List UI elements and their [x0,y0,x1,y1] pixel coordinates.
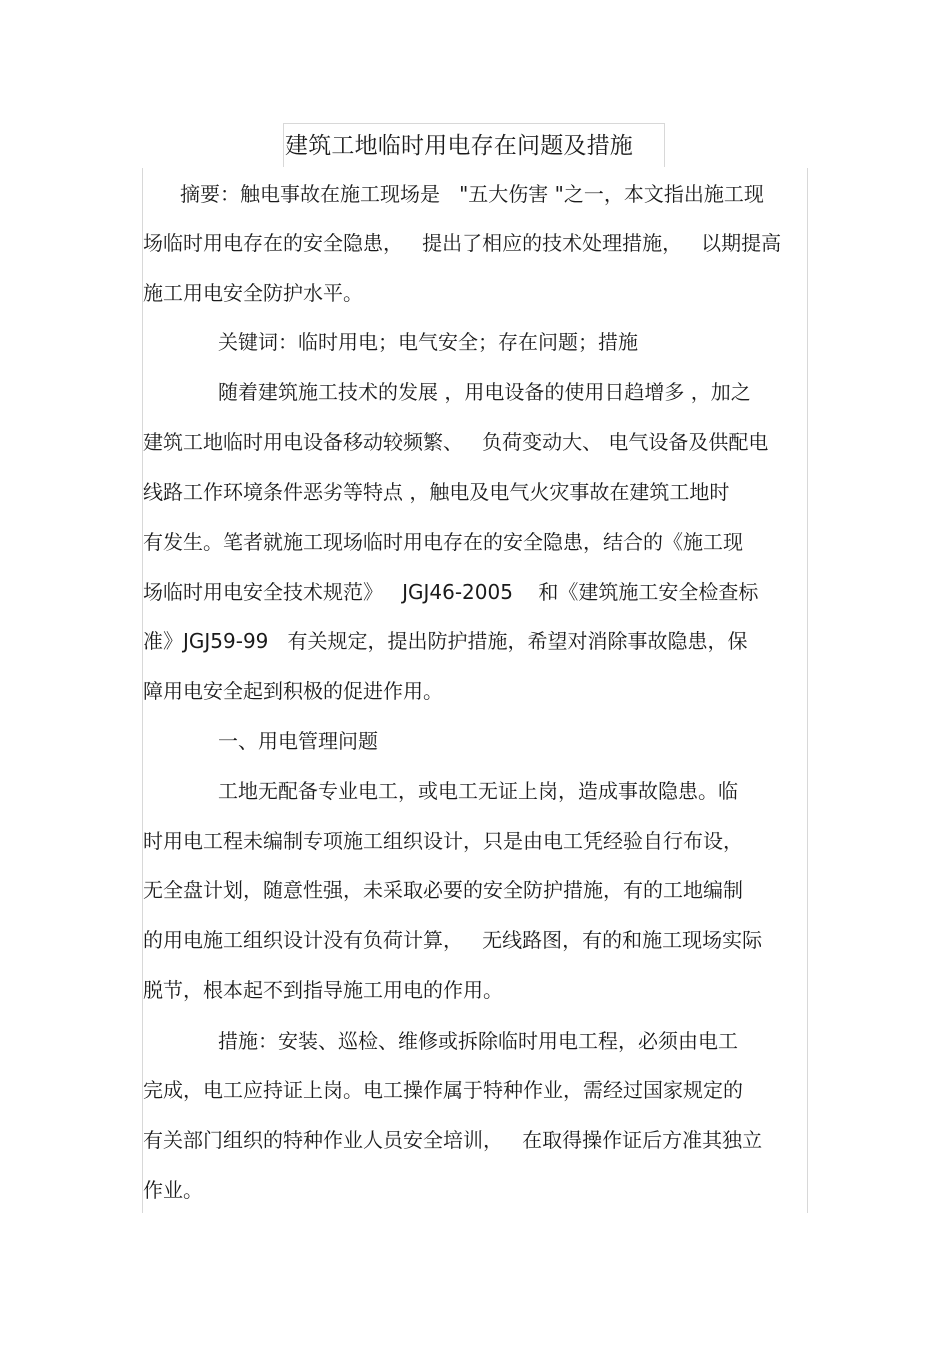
document-title: 建筑工地临时用电存在问题及措施 [285,133,633,159]
intro-line-6: 准》JGJ59-99 有关规定，提出防护措施，希望对消除事故隐患，保 [143,629,748,653]
abstract-line-3: 施工用电安全防护水平。 [143,281,363,305]
intro-line-4: 有发生。笔者就施工现场临时用电存在的安全隐患，结合的《施工现 [143,530,743,554]
measure-line-1: 措施：安装、巡检、维修或拆除临时用电工程，必须由电工 [218,1029,738,1053]
intro-line-7: 障用电安全起到积极的促进作用。 [143,679,443,703]
section1-line-5: 脱节，根本起不到指导施工用电的作用。 [143,978,503,1002]
section1-line-4: 的用电施工组织设计没有负荷计算， 无线路图，有的和施工现场实际 [143,928,763,952]
intro-line-3: 线路工作环境条件恶劣等特点 ，触电及电气火灾事故在建筑工地时 [143,480,730,504]
intro-line-2: 建筑工地临时用电设备移动较频繁、 负荷变动大、 电气设备及供配电 [143,430,769,454]
keywords-line: 关键词：临时用电；电气安全；存在问题；措施 [218,330,638,354]
section1-line-3: 无全盘计划，随意性强，未采取必要的安全防护措施，有的工地编制 [143,878,743,902]
measure-line-3: 有关部门组织的特种作业人员安全培训， 在取得操作证后方准其独立 [143,1128,763,1152]
section1-line-2: 时用电工程未编制专项施工组织设计，只是由电工凭经验自行布设， [143,829,743,853]
abstract-line-2: 场临时用电存在的安全隐患， 提出了相应的技术处理措施， 以期提高 [143,231,782,255]
section1-line-1: 工地无配备专业电工，或电工无证上岗，造成事故隐患。临 [218,779,738,803]
abstract-line-1: 摘要：触电事故在施工现场是 "五大伤害 "之一，本文指出施工现 [180,182,764,206]
measure-line-4: 作业。 [143,1178,203,1202]
measure-line-2: 完成，电工应持证上岗。电工操作属于特种作业，需经过国家规定的 [143,1078,743,1102]
intro-line-5: 场临时用电安全技术规范》 JGJ46-2005 和《建筑施工安全检查标 [143,580,759,604]
intro-line-1: 随着建筑施工技术的发展 ，用电设备的使用日趋增多 ，加之 [218,380,751,404]
section-heading-1: 一、用电管理问题 [218,729,378,753]
